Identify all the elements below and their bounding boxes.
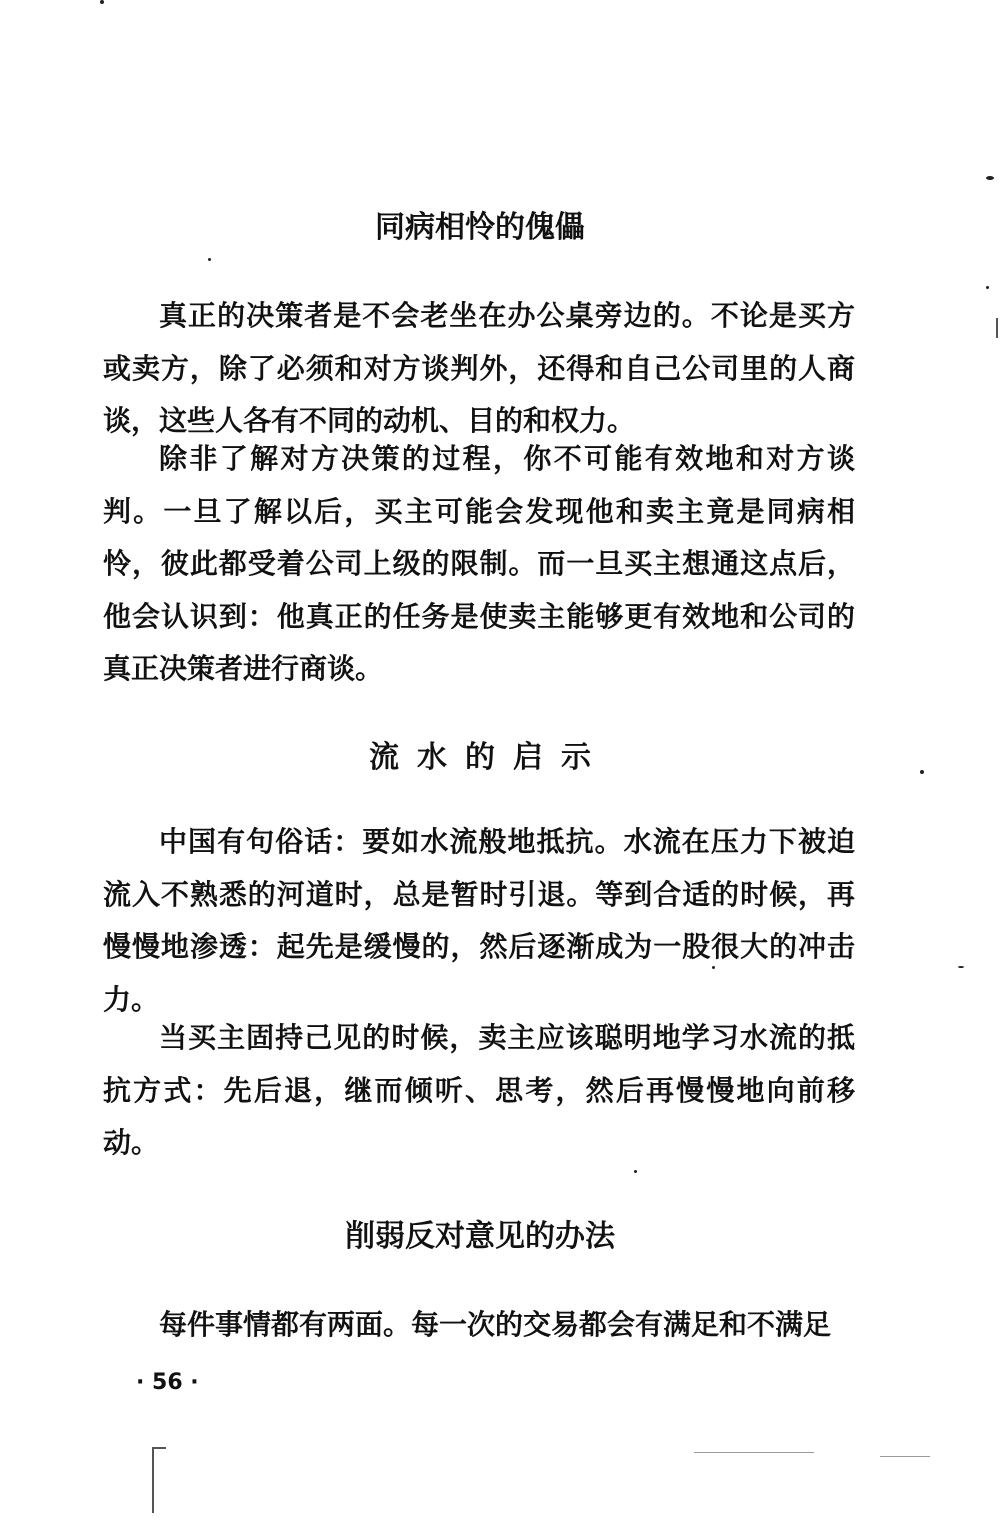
scan-speck — [986, 176, 994, 180]
section-heading-3: 削弱反对意见的办法 — [345, 1219, 615, 1254]
scan-speck — [920, 770, 924, 774]
paragraph-1-1: 真正的决策者是不会老坐在办公桌旁边的。不论是买方或卖方，除了必须和对方谈判外，还得和自己公司里的人商谈，这些人各有不同的动机、目的和权力。 — [103, 299, 855, 437]
page-number: · 56 · — [136, 1370, 199, 1395]
scan-speck — [100, 0, 104, 4]
scan-speck — [986, 286, 989, 289]
paragraph-3-1: 每件事情都有两面。每一次的交易都会有满足和不满足 — [159, 1308, 832, 1341]
paragraph-2-2: 当买主固持己见的时候，卖主应该聪明地学习水流的抵抗方式：先后退，继而倾听、思考，然后再慢慢地向前移动。 — [103, 1021, 855, 1159]
section-heading-2: 流水的启示 — [369, 740, 609, 775]
scan-edge-mark — [694, 1452, 814, 1453]
scan-edge-mark — [996, 318, 998, 338]
scan-speck — [958, 966, 964, 968]
scan-speck — [712, 966, 715, 969]
scan-speck — [208, 258, 211, 261]
paragraph-1-2: 除非了解对方决策的过程，你不可能有效地和对方谈判。一旦了解以后，买主可能会发现他和卖主竟是同病相怜，彼此都受着公司上级的限制。而一旦买主想通这点后，他会认识到：他真正的任务是使卖主能够更有效地和公司的真正决策者进行商谈。 — [103, 442, 855, 685]
section-heading-1: 同病相怜的傀儡 — [375, 210, 585, 245]
scan-edge-mark — [152, 1447, 166, 1449]
scan-edge-mark — [152, 1447, 154, 1513]
scan-edge-mark — [880, 1456, 930, 1457]
paragraph-2-1: 中国有句俗话：要如水流般地抵抗。水流在压力下被迫流入不熟悉的河道时，总是暂时引退。等到合适的时候，再慢慢地渗透：起先是缓慢的，然后逐渐成为一股很大的冲击力。 — [103, 825, 855, 1016]
scan-speck — [634, 1170, 637, 1173]
